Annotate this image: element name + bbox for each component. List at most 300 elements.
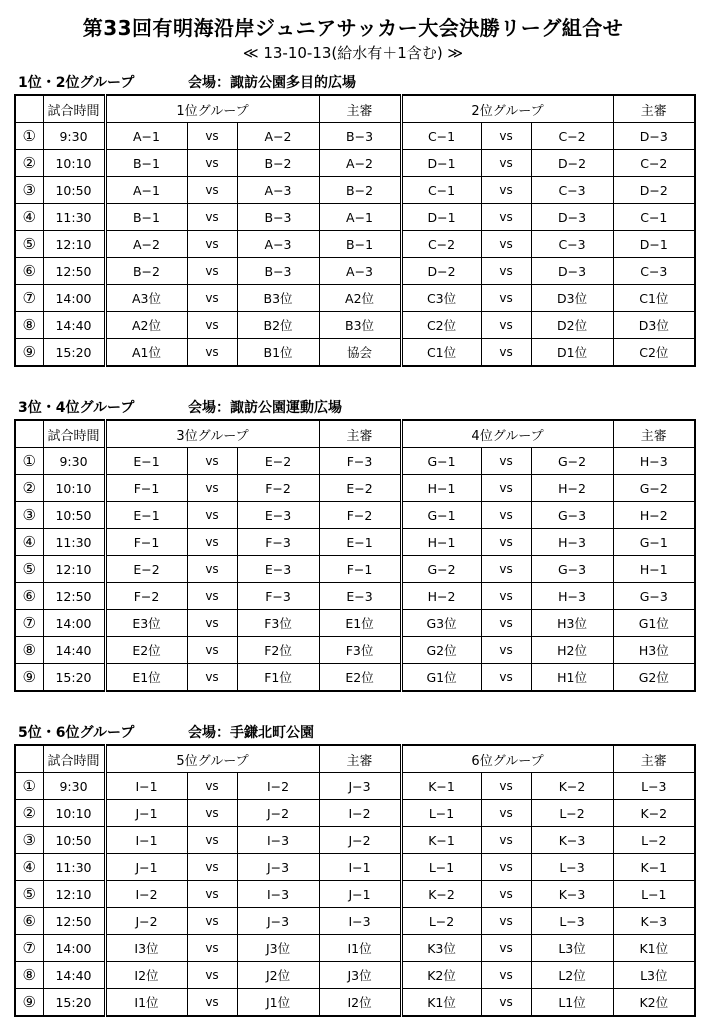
- match-time: 11:30: [43, 854, 105, 881]
- table-row: [15, 962, 695, 989]
- referee-right: H−3: [613, 448, 695, 475]
- vs-label: vs: [187, 475, 237, 502]
- match-number: ③: [15, 502, 43, 529]
- team-right-d: D−3: [531, 258, 613, 285]
- match-number: ⑥: [15, 583, 43, 610]
- vs-label: vs: [187, 150, 237, 177]
- referee-left: I−2: [319, 800, 401, 827]
- team-left-a: F−1: [105, 475, 187, 502]
- vs-label: vs: [481, 935, 531, 962]
- group-heading-label: 3位・4位グループ: [18, 400, 135, 416]
- vs-label: vs: [187, 339, 237, 367]
- team-right-c: K2位: [401, 962, 481, 989]
- page-title: 第33回有明海沿岸ジュニアサッカー大会決勝リーグ組合せ: [82, 16, 624, 40]
- team-left-a: E−1: [105, 502, 187, 529]
- team-left-b: F−2: [237, 475, 319, 502]
- vs-label: vs: [481, 312, 531, 339]
- team-left-b: F3位: [237, 610, 319, 637]
- vs-label: vs: [481, 610, 531, 637]
- match-time: 10:50: [43, 502, 105, 529]
- match-time: 12:10: [43, 231, 105, 258]
- header-number-cell: [15, 420, 43, 448]
- match-time: 14:00: [43, 935, 105, 962]
- team-left-a: E−1: [105, 448, 187, 475]
- table-row: [15, 664, 695, 692]
- table-row: [15, 610, 695, 637]
- vs-label: vs: [187, 935, 237, 962]
- match-time: 15:20: [43, 989, 105, 1017]
- vs-label: vs: [187, 908, 237, 935]
- header-referee-right: 主審: [613, 745, 695, 773]
- team-left-a: B−1: [105, 204, 187, 231]
- team-left-a: F−2: [105, 583, 187, 610]
- header-number-cell: [15, 745, 43, 773]
- team-right-c: K3位: [401, 935, 481, 962]
- referee-right: K−2: [613, 800, 695, 827]
- match-number: ⑥: [15, 258, 43, 285]
- team-left-a: E3位: [105, 610, 187, 637]
- match-number: ②: [15, 800, 43, 827]
- table-row: [15, 556, 695, 583]
- team-right-d: G−2: [531, 448, 613, 475]
- referee-left: I−3: [319, 908, 401, 935]
- match-number: ④: [15, 204, 43, 231]
- team-left-a: I−2: [105, 881, 187, 908]
- team-right-d: H2位: [531, 637, 613, 664]
- match-time: 9:30: [43, 448, 105, 475]
- table-row: [15, 773, 695, 800]
- team-left-a: I2位: [105, 962, 187, 989]
- match-number: ④: [15, 529, 43, 556]
- referee-left: B3位: [319, 312, 401, 339]
- match-number: ⑥: [15, 908, 43, 935]
- vs-label: vs: [187, 583, 237, 610]
- team-right-d: L−2: [531, 800, 613, 827]
- vs-label: vs: [187, 773, 237, 800]
- vs-label: vs: [481, 150, 531, 177]
- table-row: [15, 881, 695, 908]
- referee-left: I−1: [319, 854, 401, 881]
- match-number: ⑤: [15, 881, 43, 908]
- team-left-a: A−1: [105, 177, 187, 204]
- team-right-c: D−2: [401, 258, 481, 285]
- referee-right: D−3: [613, 123, 695, 150]
- match-time: 14:40: [43, 312, 105, 339]
- match-time: 15:20: [43, 664, 105, 692]
- team-left-a: A−2: [105, 231, 187, 258]
- team-left-b: F1位: [237, 664, 319, 692]
- match-time: 9:30: [43, 123, 105, 150]
- table-row: [15, 258, 695, 285]
- team-right-d: G−3: [531, 556, 613, 583]
- referee-right: L−3: [613, 773, 695, 800]
- team-left-b: A−3: [237, 177, 319, 204]
- match-number: ④: [15, 854, 43, 881]
- vs-label: vs: [481, 773, 531, 800]
- vs-label: vs: [481, 502, 531, 529]
- referee-left: E−2: [319, 475, 401, 502]
- referee-right: L−2: [613, 827, 695, 854]
- header-row: [15, 420, 695, 448]
- vs-label: vs: [187, 123, 237, 150]
- header-left-group: 3位グループ: [105, 420, 319, 448]
- team-right-d: L2位: [531, 962, 613, 989]
- team-right-d: H1位: [531, 664, 613, 692]
- team-right-c: C−1: [401, 123, 481, 150]
- vs-label: vs: [187, 529, 237, 556]
- group-heading-label: 1位・2位グループ: [18, 75, 135, 91]
- table-row: [15, 935, 695, 962]
- team-right-c: K−1: [401, 773, 481, 800]
- table-row: [15, 529, 695, 556]
- vs-label: vs: [481, 448, 531, 475]
- table-row: [15, 285, 695, 312]
- referee-left: F−3: [319, 448, 401, 475]
- referee-right: C1位: [613, 285, 695, 312]
- header-row: [15, 745, 695, 773]
- page-subtitle: ≪ 13-10-13(給水有＋1含む) ≫: [242, 44, 464, 62]
- vs-label: vs: [187, 204, 237, 231]
- match-number: ⑦: [15, 285, 43, 312]
- vs-label: vs: [187, 258, 237, 285]
- referee-left: 協会: [319, 339, 401, 367]
- team-left-a: I−1: [105, 773, 187, 800]
- team-right-c: G−2: [401, 556, 481, 583]
- vs-label: vs: [481, 583, 531, 610]
- team-left-b: J1位: [237, 989, 319, 1017]
- vs-label: vs: [481, 258, 531, 285]
- team-left-b: B−3: [237, 204, 319, 231]
- vs-label: vs: [481, 854, 531, 881]
- match-number: ⑨: [15, 989, 43, 1017]
- vs-label: vs: [187, 664, 237, 692]
- schedule-table: [14, 419, 696, 692]
- team-left-b: J−3: [237, 908, 319, 935]
- header-referee-left: 主審: [319, 420, 401, 448]
- referee-right: H3位: [613, 637, 695, 664]
- referee-left: J3位: [319, 962, 401, 989]
- match-time: 15:20: [43, 339, 105, 367]
- team-left-b: E−3: [237, 556, 319, 583]
- referee-left: F−2: [319, 502, 401, 529]
- team-right-d: D−2: [531, 150, 613, 177]
- venue-label: 会場：手鎌北町公園: [188, 725, 314, 741]
- header-left-group: 5位グループ: [105, 745, 319, 773]
- team-right-d: C−3: [531, 177, 613, 204]
- match-time: 12:50: [43, 583, 105, 610]
- vs-label: vs: [481, 908, 531, 935]
- vs-label: vs: [481, 177, 531, 204]
- team-left-a: I−1: [105, 827, 187, 854]
- match-number: ⑨: [15, 664, 43, 692]
- team-right-c: C−2: [401, 231, 481, 258]
- team-left-a: J−1: [105, 854, 187, 881]
- group-heading-label: 5位・6位グループ: [18, 725, 135, 741]
- team-right-d: H−2: [531, 475, 613, 502]
- team-left-b: I−2: [237, 773, 319, 800]
- referee-left: J−2: [319, 827, 401, 854]
- team-left-a: B−1: [105, 150, 187, 177]
- referee-left: E−3: [319, 583, 401, 610]
- team-right-c: L−2: [401, 908, 481, 935]
- table-row: [15, 854, 695, 881]
- team-right-c: K1位: [401, 989, 481, 1017]
- team-right-c: G2位: [401, 637, 481, 664]
- team-right-c: H−1: [401, 529, 481, 556]
- vs-label: vs: [481, 285, 531, 312]
- referee-left: B−1: [319, 231, 401, 258]
- header-time: 試合時間: [43, 745, 105, 773]
- table-row: [15, 583, 695, 610]
- team-left-b: B3位: [237, 285, 319, 312]
- header-referee-left: 主審: [319, 745, 401, 773]
- match-number: ⑧: [15, 312, 43, 339]
- header-left-group: 1位グループ: [105, 95, 319, 123]
- group-heading: [18, 397, 342, 417]
- match-time: 11:30: [43, 529, 105, 556]
- vs-label: vs: [481, 827, 531, 854]
- match-time: 12:10: [43, 556, 105, 583]
- team-right-d: G−3: [531, 502, 613, 529]
- team-left-b: J3位: [237, 935, 319, 962]
- team-right-d: L−3: [531, 854, 613, 881]
- team-left-a: E2位: [105, 637, 187, 664]
- referee-right: G−2: [613, 475, 695, 502]
- team-left-a: J−1: [105, 800, 187, 827]
- match-time: 10:50: [43, 827, 105, 854]
- team-right-c: G1位: [401, 664, 481, 692]
- team-left-a: A3位: [105, 285, 187, 312]
- vs-label: vs: [187, 231, 237, 258]
- referee-right: H−2: [613, 502, 695, 529]
- match-time: 10:10: [43, 150, 105, 177]
- referee-left: A−2: [319, 150, 401, 177]
- referee-right: G−3: [613, 583, 695, 610]
- referee-right: K−1: [613, 854, 695, 881]
- team-left-b: I−3: [237, 881, 319, 908]
- table-row: [15, 475, 695, 502]
- team-left-a: A2位: [105, 312, 187, 339]
- vs-label: vs: [481, 123, 531, 150]
- vs-label: vs: [481, 989, 531, 1017]
- schedule-table: [14, 744, 696, 1017]
- team-right-d: D1位: [531, 339, 613, 367]
- table-row: [15, 150, 695, 177]
- vs-label: vs: [187, 989, 237, 1017]
- referee-left: B−3: [319, 123, 401, 150]
- match-number: ①: [15, 773, 43, 800]
- team-right-d: L1位: [531, 989, 613, 1017]
- team-right-d: K−3: [531, 827, 613, 854]
- table-row: [15, 989, 695, 1017]
- match-number: ⑤: [15, 231, 43, 258]
- team-right-d: C−2: [531, 123, 613, 150]
- team-left-a: E−2: [105, 556, 187, 583]
- table-row: [15, 231, 695, 258]
- team-left-b: A−2: [237, 123, 319, 150]
- vs-label: vs: [481, 231, 531, 258]
- team-left-b: F−3: [237, 583, 319, 610]
- team-left-a: E1位: [105, 664, 187, 692]
- header-time: 試合時間: [43, 95, 105, 123]
- team-left-b: I−3: [237, 827, 319, 854]
- team-right-c: K−2: [401, 881, 481, 908]
- team-right-d: D2位: [531, 312, 613, 339]
- team-right-c: L−1: [401, 800, 481, 827]
- table-row: [15, 312, 695, 339]
- referee-left: A−3: [319, 258, 401, 285]
- table-row: [15, 339, 695, 367]
- referee-left: B−2: [319, 177, 401, 204]
- vs-label: vs: [481, 556, 531, 583]
- referee-right: G2位: [613, 664, 695, 692]
- match-time: 9:30: [43, 773, 105, 800]
- vs-label: vs: [481, 637, 531, 664]
- team-right-d: K−3: [531, 881, 613, 908]
- table-row: [15, 204, 695, 231]
- vs-label: vs: [187, 610, 237, 637]
- team-right-d: H−3: [531, 529, 613, 556]
- referee-right: D3位: [613, 312, 695, 339]
- match-number: ⑧: [15, 962, 43, 989]
- vs-label: vs: [187, 448, 237, 475]
- group-heading: [18, 72, 356, 92]
- match-time: 10:10: [43, 475, 105, 502]
- team-left-b: F−3: [237, 529, 319, 556]
- referee-left: E2位: [319, 664, 401, 692]
- match-number: ②: [15, 475, 43, 502]
- match-time: 14:00: [43, 285, 105, 312]
- team-left-b: B−2: [237, 150, 319, 177]
- team-left-a: I1位: [105, 989, 187, 1017]
- match-number: ②: [15, 150, 43, 177]
- match-time: 11:30: [43, 204, 105, 231]
- header-row: [15, 95, 695, 123]
- match-time: 12:50: [43, 258, 105, 285]
- team-left-b: J−2: [237, 800, 319, 827]
- referee-right: C−1: [613, 204, 695, 231]
- team-left-b: E−2: [237, 448, 319, 475]
- team-left-a: B−2: [105, 258, 187, 285]
- table-row: [15, 502, 695, 529]
- schedule-table: [14, 94, 696, 367]
- referee-left: F3位: [319, 637, 401, 664]
- team-left-a: I3位: [105, 935, 187, 962]
- group-heading: [18, 722, 314, 742]
- team-left-a: A1位: [105, 339, 187, 367]
- match-number: ①: [15, 123, 43, 150]
- referee-right: K2位: [613, 989, 695, 1017]
- match-number: ⑦: [15, 610, 43, 637]
- team-left-b: E−3: [237, 502, 319, 529]
- team-right-c: L−1: [401, 854, 481, 881]
- team-right-d: L−3: [531, 908, 613, 935]
- referee-right: D−2: [613, 177, 695, 204]
- referee-left: E1位: [319, 610, 401, 637]
- team-right-c: H−2: [401, 583, 481, 610]
- vs-label: vs: [481, 962, 531, 989]
- match-time: 12:10: [43, 881, 105, 908]
- referee-left: I1位: [319, 935, 401, 962]
- header-number-cell: [15, 95, 43, 123]
- team-right-c: G3位: [401, 610, 481, 637]
- table-row: [15, 800, 695, 827]
- team-right-d: D3位: [531, 285, 613, 312]
- team-left-a: F−1: [105, 529, 187, 556]
- match-number: ⑧: [15, 637, 43, 664]
- match-number: ⑦: [15, 935, 43, 962]
- vs-label: vs: [187, 962, 237, 989]
- header-right-group: 4位グループ: [401, 420, 613, 448]
- team-right-c: C2位: [401, 312, 481, 339]
- vs-label: vs: [481, 475, 531, 502]
- header-referee-left: 主審: [319, 95, 401, 123]
- match-time: 12:50: [43, 908, 105, 935]
- vs-label: vs: [187, 177, 237, 204]
- referee-right: K−3: [613, 908, 695, 935]
- referee-left: A2位: [319, 285, 401, 312]
- team-left-b: F2位: [237, 637, 319, 664]
- referee-right: C−2: [613, 150, 695, 177]
- team-right-c: D−1: [401, 204, 481, 231]
- team-right-c: G−1: [401, 502, 481, 529]
- vs-label: vs: [481, 881, 531, 908]
- referee-right: K1位: [613, 935, 695, 962]
- team-right-c: H−1: [401, 475, 481, 502]
- header-referee-right: 主審: [613, 95, 695, 123]
- referee-left: J−3: [319, 773, 401, 800]
- match-number: ⑨: [15, 339, 43, 367]
- team-right-d: L3位: [531, 935, 613, 962]
- table-row: [15, 123, 695, 150]
- team-right-c: C1位: [401, 339, 481, 367]
- referee-right: H−1: [613, 556, 695, 583]
- referee-left: I2位: [319, 989, 401, 1017]
- referee-left: E−1: [319, 529, 401, 556]
- team-right-c: D−1: [401, 150, 481, 177]
- table-row: [15, 637, 695, 664]
- vs-label: vs: [187, 854, 237, 881]
- referee-left: A−1: [319, 204, 401, 231]
- team-right-d: K−2: [531, 773, 613, 800]
- team-right-c: C3位: [401, 285, 481, 312]
- match-time: 10:10: [43, 800, 105, 827]
- vs-label: vs: [187, 556, 237, 583]
- match-number: ③: [15, 177, 43, 204]
- match-number: ①: [15, 448, 43, 475]
- team-right-d: C−3: [531, 231, 613, 258]
- vs-label: vs: [187, 881, 237, 908]
- vs-label: vs: [187, 312, 237, 339]
- match-time: 14:40: [43, 962, 105, 989]
- header-right-group: 2位グループ: [401, 95, 613, 123]
- table-row: [15, 908, 695, 935]
- team-left-b: B2位: [237, 312, 319, 339]
- match-time: 14:00: [43, 610, 105, 637]
- vs-label: vs: [187, 637, 237, 664]
- vs-label: vs: [187, 800, 237, 827]
- team-left-b: B−3: [237, 258, 319, 285]
- referee-right: L−1: [613, 881, 695, 908]
- referee-left: J−1: [319, 881, 401, 908]
- vs-label: vs: [481, 339, 531, 367]
- match-time: 14:40: [43, 637, 105, 664]
- venue-label: 会場：諏訪公園運動広場: [188, 400, 342, 416]
- team-left-a: J−2: [105, 908, 187, 935]
- table-row: [15, 827, 695, 854]
- vs-label: vs: [481, 204, 531, 231]
- team-left-b: B1位: [237, 339, 319, 367]
